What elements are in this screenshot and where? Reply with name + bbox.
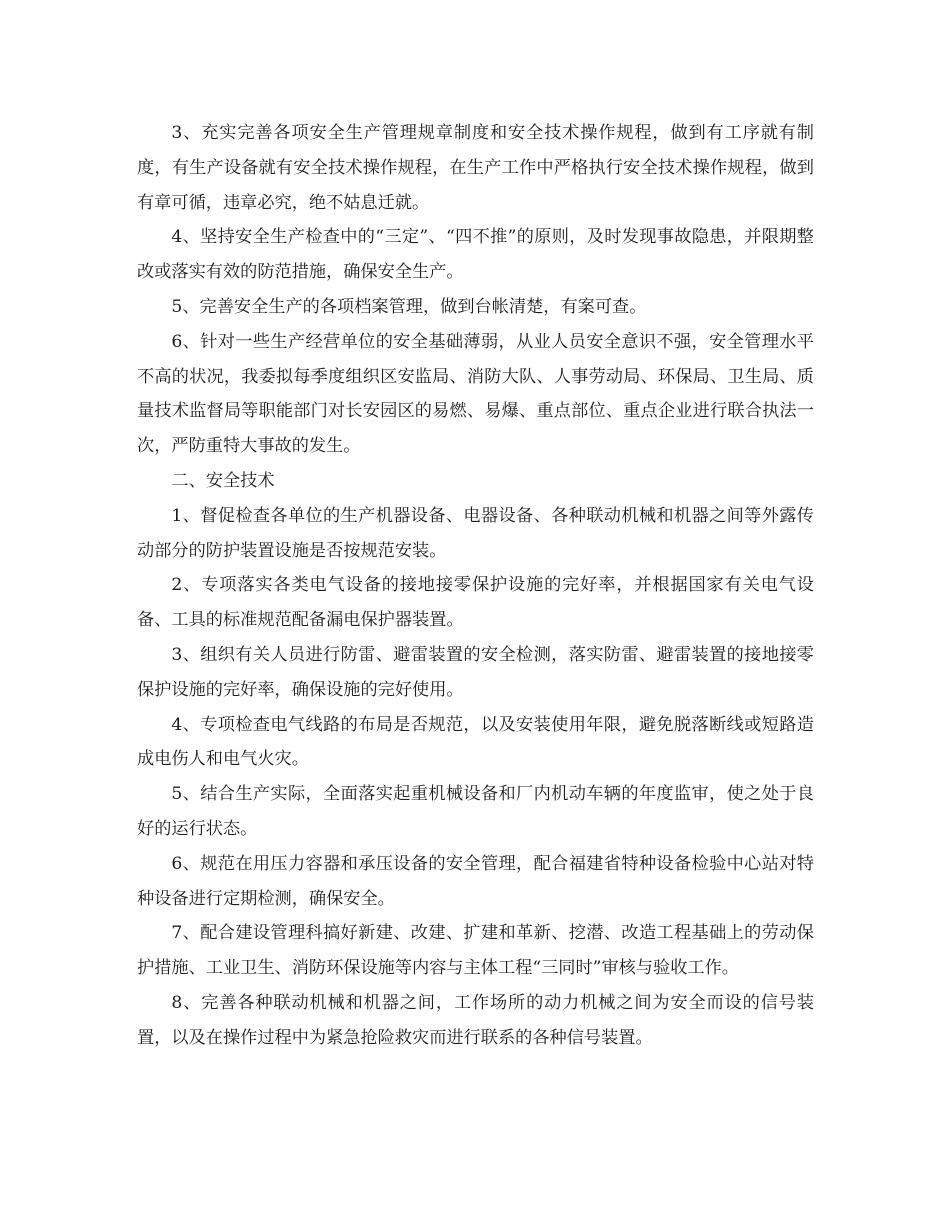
paragraph-tech-item-7: 7、配合建设管理科搞好新建、改建、扩建和革新、挖潜、改造工程基础上的劳动保护措施、工业卫生、消防环保设施等内容与主体工程“三同时”审核与验收工作。 — [137, 923, 814, 979]
paragraph-tech-item-8: 8、完善各种联动机械和机器之间，工作场所的动力机械之间为安全而设的信号装置，以及在操作过程中为紧急抢险救灾而进行联系的各种信号装置。 — [137, 992, 814, 1048]
paragraph-item-6-joint-enforcement: 6、针对一些生产经营单位的安全基础薄弱，从业人员安全意识不强，安全管理水平不高的状况，我委拟每季度组织区安监局、消防大队、人事劳动局、环保局、卫生局、质量技术监督局等职能部门对长安园区的易燃、易爆、重点部位、重点企业进行联合执法一次，严防重特大事故的发生。 — [137, 331, 814, 457]
paragraph-tech-item-5: 5、结合生产实际，全面落实起重机械设备和厂内机动车辆的年度监审，使之处于良好的运行状态。 — [137, 784, 814, 839]
paragraph-tech-item-6: 6、规范在用压力容器和承压设备的安全管理，配合福建省特种设备检验中心站对特种设备进行定期检测，确保安全。 — [137, 853, 814, 909]
document-body — [137, 116, 814, 1056]
paragraph-tech-item-2: 2、专项落实各类电气设备的接地接零保护设施的完好率，并根据国家有关电气设备、工具的标准规范配备漏电保护器装置。 — [137, 575, 814, 631]
paragraph-item-4-inspection: 4、坚持安全生产检查中的“三定”、“四不推”的原则，及时发现事故隐患，并限期整改或落实有效的防范措施，确保安全生产。 — [137, 227, 814, 283]
paragraph-tech-item-3: 3、组织有关人员进行防雷、避雷装置的安全检测，落实防雷、避雷装置的接地接零保护设施的完好率，确保设施的完好使用。 — [137, 644, 814, 700]
paragraph-item-3-rules: 3、充实完善各项安全生产管理规章制度和安全技术操作规程，做到有工序就有制度，有生产设备就有安全技术操作规程，在生产工作中严格执行安全技术操作规程，做到有章可循，违章必究，绝不姑息迁就。 — [137, 123, 814, 213]
paragraph-item-5-archives: 5、完善安全生产的各项档案管理，做到台帐清楚，有案可查。 — [171, 296, 647, 317]
paragraph-tech-item-1: 1、督促检查各单位的生产机器设备、电器设备、各种联动机械和机器之间等外露传动部分的防护装置设施是否按规范安装。 — [137, 505, 814, 561]
section-heading-safety-technology: 二、安全技术 — [171, 470, 275, 491]
paragraph-tech-item-4: 4、专项检查电气线路的布局是否规范，以及安装使用年限，避免脱落断线或短路造成电伤人和电气火灾。 — [137, 714, 814, 770]
